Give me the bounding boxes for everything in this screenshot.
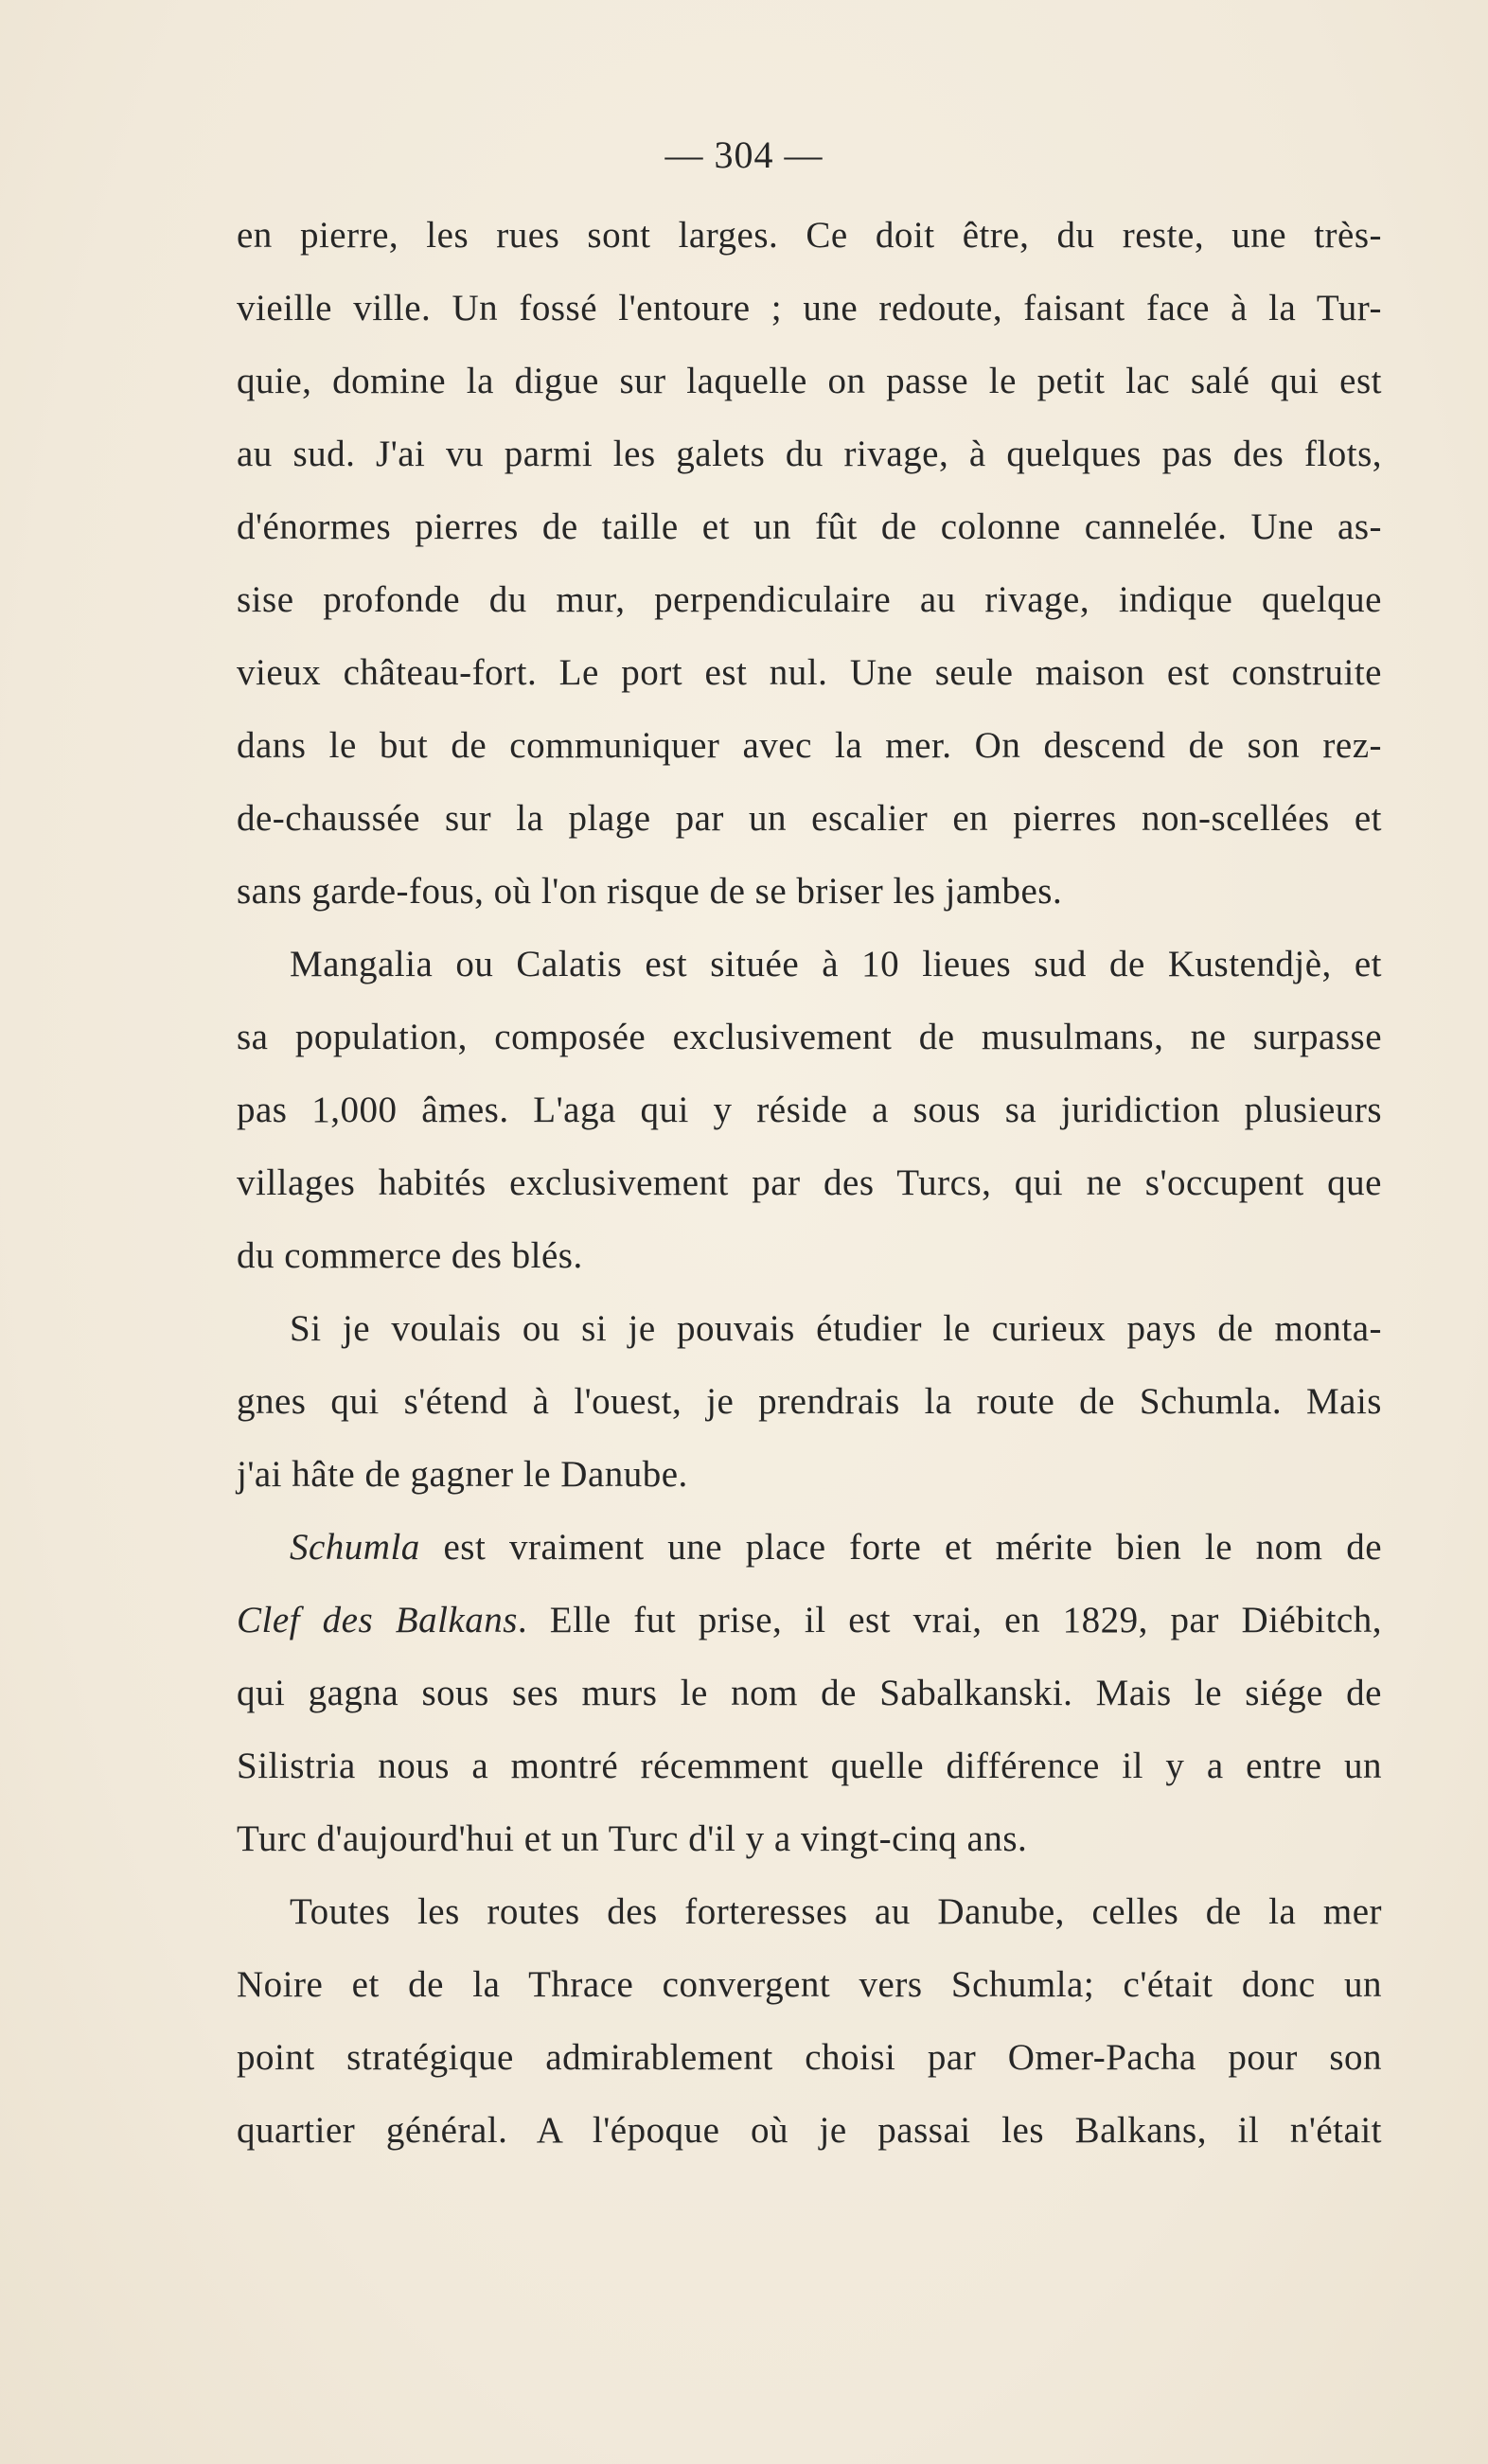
text-line: vieux château-fort. Le port est nul. Une seule maison est construite: [237, 652, 1382, 693]
text-line: sise profonde du mur, perpendiculaire au rivage, indique quelque: [237, 579, 1382, 620]
text-line: Schumla est vraiment une place forte et mérite bien le nom de: [290, 1527, 1382, 1568]
text-line: j'ai hâte de gagner le Danube.: [237, 1454, 688, 1495]
text-line: au sud. J'ai vu parmi les galets du rivage, à quelques pas des flots,: [237, 434, 1382, 474]
text-line: d'énormes pierres de taille et un fût de colonne cannelée. Une as-: [237, 506, 1382, 547]
italic-phrase: Schumla: [290, 1527, 420, 1568]
text-line: sans garde-fous, où l'on risque de se briser les jambes.: [237, 871, 1063, 912]
paragraph-1: [237, 199, 1382, 928]
text-line: du commerce des blés.: [237, 1235, 583, 1276]
paragraph-5: [237, 1875, 1382, 2167]
text-line: Clef des Balkans. Elle fut prise, il est vrai, en 1829, par Diébitch,: [237, 1600, 1382, 1640]
text-line: pas 1,000 âmes. L'aga qui y réside a sous sa juridiction plusieurs: [237, 1090, 1382, 1130]
text-line: Mangalia ou Calatis est située à 10 lieues sud de Kustendjè, et: [290, 944, 1382, 984]
text-line: en pierre, les rues sont larges. Ce doit être, du reste, une très-: [237, 215, 1382, 256]
text-line: point stratégique admirablement choisi par Omer-Pacha pour son: [237, 2037, 1382, 2078]
text-line: villages habités exclusivement par des Turcs, qui ne s'occupent que: [237, 1162, 1382, 1203]
body-text: [237, 199, 1382, 2167]
paragraph-3: [237, 1292, 1382, 1511]
text-line: Turc d'aujourd'hui et un Turc d'il y a vingt-cinq ans.: [237, 1818, 1028, 1859]
paragraph-2: [237, 928, 1382, 1292]
text-line: vieille ville. Un fossé l'entoure ; une redoute, faisant face à la Tur-: [237, 288, 1382, 328]
text-line: qui gagna sous ses murs le nom de Sabalkanski. Mais le siége de: [237, 1673, 1382, 1713]
text-line: quartier général. A l'époque où je passai les Balkans, il n'était: [237, 2110, 1382, 2151]
text-line: Noire et de la Thrace convergent vers Schumla; c'était donc un: [237, 1964, 1382, 2005]
text-line: Si je voulais ou si je pouvais étudier le curieux pays de monta-: [290, 1308, 1382, 1349]
text-line: quie, domine la digue sur laquelle on passe le petit lac salé qui est: [237, 361, 1382, 401]
text-line: de-chaussée sur la plage par un escalier en pierres non-scellées et: [237, 798, 1382, 839]
text-line: Toutes les routes des forteresses au Danube, celles de la mer: [290, 1891, 1382, 1932]
text-line: dans le but de communiquer avec la mer. On descend de son rez-: [237, 725, 1382, 766]
paragraph-4: [237, 1511, 1382, 1875]
text-line: Silistria nous a montré récemment quelle différence il y a entre un: [237, 1746, 1382, 1786]
text-line: sa population, composée exclusivement de musulmans, ne surpasse: [237, 1017, 1382, 1057]
text-line: gnes qui s'étend à l'ouest, je prendrais la route de Schumla. Mais: [237, 1381, 1382, 1422]
italic-phrase: Clef des Balkans: [237, 1600, 518, 1640]
page-number: — 304 —: [664, 133, 824, 176]
